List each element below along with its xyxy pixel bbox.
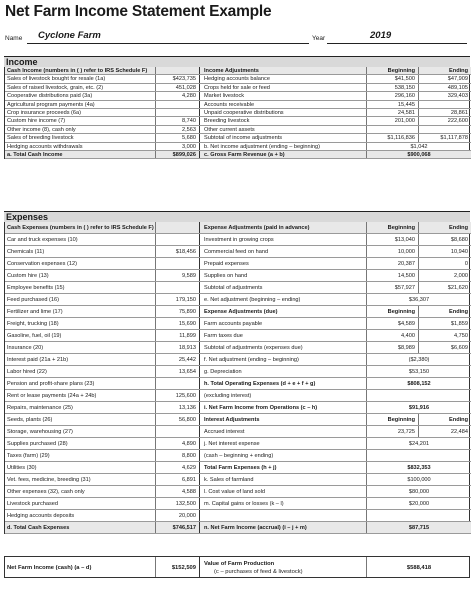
ending-value: $47,909: [418, 75, 471, 82]
beginning-value: $13,040: [366, 234, 418, 245]
line-item-label: Repairs, maintenance (25): [7, 405, 73, 411]
adjustment-amount: $24,201: [366, 438, 471, 449]
adjustment-label: Investment in growing crops: [204, 237, 274, 243]
ending-value: [418, 101, 471, 108]
beginning-value: 296,160: [366, 92, 418, 99]
adjustment-amount: $80,000: [366, 486, 471, 497]
adjustment-label: Accounts receivable: [204, 101, 255, 108]
adjustment-amount: $53,150: [366, 366, 471, 377]
table-row: [5, 75, 471, 83]
table-row: [5, 234, 471, 246]
line-item-label: Fertilizer and lime (17): [7, 309, 63, 315]
adjustment-label: Other current assets: [204, 126, 255, 133]
line-item-amount: [155, 258, 200, 269]
adjustment-amount: [366, 450, 471, 461]
table-row: [5, 486, 471, 498]
adjustment-label: Farm accounts payable: [204, 321, 263, 327]
line-item-label: Taxes (farm) (29): [7, 453, 50, 459]
ending-value: $6,609: [418, 342, 471, 353]
expenses-table: [4, 222, 470, 534]
line-item-amount: 56,800: [155, 414, 200, 425]
beginning-value: $4,589: [366, 318, 418, 329]
adjustment-label: Market livestock: [204, 93, 245, 100]
line-item-label: Vet. fees, medicine, breeding (31): [7, 477, 91, 483]
ending-value: 0: [418, 258, 471, 269]
table-row: [5, 474, 471, 486]
line-item-label: Freight, trucking (18): [7, 321, 59, 327]
table-row: [5, 450, 471, 462]
line-item-amount: $746,517: [155, 522, 200, 533]
line-item-label: Storage, warehousing (27): [7, 429, 73, 435]
line-item-amount: [155, 426, 200, 437]
name-underline: [27, 43, 309, 44]
table-row: [5, 306, 471, 318]
beginning-value: Beginning: [366, 414, 418, 425]
adjustment-label: Commercial feed on hand: [204, 249, 269, 255]
table-row: [5, 402, 471, 414]
line-item-amount: $899,026: [155, 151, 200, 158]
beginning-value: $8,989: [366, 342, 418, 353]
adjustment-label: Subtotal of adjustments: [204, 285, 263, 291]
line-item-amount: 4,280: [155, 92, 200, 99]
line-item-amount: 8,800: [155, 450, 200, 461]
vfp-subtitle: (c – purchases of feed & livestock): [214, 569, 303, 575]
line-item-label: Employee benefits (15): [7, 285, 65, 291]
table-row: [5, 101, 471, 109]
ending-value: 22,484: [418, 426, 471, 437]
adjustment-label: g. Depreciation: [204, 369, 242, 375]
adjustment-amount: [366, 510, 471, 521]
table-row: [5, 282, 471, 294]
line-item-label: Other expenses (32), cash only: [7, 489, 85, 495]
line-item-amount: 125,600: [155, 390, 200, 401]
adjustment-label: k. Sales of farmland: [204, 477, 254, 483]
ending-value: Ending: [418, 306, 471, 317]
table-row: [5, 354, 471, 366]
table-row: [5, 330, 471, 342]
adjustment-label: Income Adjustments: [204, 68, 259, 74]
line-item-label: Hedging accounts withdrawals: [7, 143, 83, 150]
line-item-label: Hedging accounts deposits: [7, 513, 75, 519]
line-item-amount: [155, 378, 200, 389]
adjustment-amount: $808,152: [366, 378, 471, 389]
table-row: [5, 109, 471, 117]
line-item-amount: 11,899: [155, 330, 200, 341]
adjustment-amount: [366, 390, 471, 401]
year-underline: [327, 43, 467, 44]
ending-value: $1,859: [418, 318, 471, 329]
beginning-value: 23,725: [366, 426, 418, 437]
line-item-label: a. Total Cash Income: [7, 152, 63, 158]
line-item-amount: 3,000: [155, 143, 200, 150]
beginning-value: 14,500: [366, 270, 418, 281]
table-row: [5, 258, 471, 270]
adjustment-amount: $87,715: [366, 522, 471, 533]
table-row: [5, 270, 471, 282]
table-row: [5, 438, 471, 450]
ending-value: Ending: [418, 222, 471, 233]
line-item-amount: [155, 282, 200, 293]
expenses-section-header: Expenses: [4, 211, 470, 222]
table-row: [5, 366, 471, 378]
table-row: [5, 462, 471, 474]
line-item-amount: 6,891: [155, 474, 200, 485]
table-row: [5, 134, 471, 142]
adjustment-amount: $20,000: [366, 498, 471, 509]
adjustment-label: m. Capital gains or losses (k – l): [204, 501, 284, 507]
year-label: Year: [312, 35, 326, 42]
line-item-label: Insurance (20): [7, 345, 44, 351]
line-item-amount: 4,588: [155, 486, 200, 497]
line-item-amount: 9,589: [155, 270, 200, 281]
beginning-value: $57,927: [366, 282, 418, 293]
adjustment-label: Crops held for sale or feed: [204, 84, 270, 91]
income-table: [4, 67, 470, 159]
line-item-amount: $423,735: [155, 75, 200, 82]
line-item-amount: 132,500: [155, 498, 200, 509]
adjustment-label: Subtotal of income adjustments: [204, 135, 283, 142]
line-item-amount: 18,913: [155, 342, 200, 353]
adjustment-label: c. Gross Farm Revenue (a + b): [204, 152, 285, 158]
adjustment-label: j. Net interest expense: [204, 441, 260, 447]
adjustment-amount: $1,042: [366, 143, 471, 150]
table-row: [5, 522, 471, 534]
table-row: [5, 294, 471, 306]
ending-value: $8,680: [418, 234, 471, 245]
beginning-value: 201,000: [366, 117, 418, 124]
line-item-label: Livestock purchased: [7, 501, 58, 507]
line-item-amount: 25,442: [155, 354, 200, 365]
adjustment-amount: $900,068: [366, 151, 471, 158]
table-row: [5, 498, 471, 510]
adjustment-label: Subtotal of adjustments (expenses due): [204, 345, 303, 351]
beginning-value: 24,581: [366, 109, 418, 116]
ending-value: $1,117,878: [418, 134, 471, 141]
adjustment-label: f. Net adjustment (ending – beginning): [204, 357, 299, 363]
year-value: 2019: [370, 30, 392, 41]
adjustment-label: e. Net adjustment (beginning – ending): [204, 297, 301, 303]
line-item-amount: [155, 234, 200, 245]
line-item-amount: [155, 101, 200, 108]
name-label: Name: [5, 35, 23, 42]
line-item-label: Cash Income (numbers in ( ) refer to IRS Schedule F): [7, 68, 148, 74]
line-item-amount: 13,136: [155, 402, 200, 413]
beginning-value: 538,150: [366, 84, 418, 91]
line-item-label: Sales of livestock bought for resale (1a): [7, 76, 106, 83]
ending-value: 28,861: [418, 109, 471, 116]
ending-value: 222,600: [418, 117, 471, 124]
table-row: [5, 342, 471, 354]
line-item-label: Sales of breeding livestock: [7, 135, 74, 142]
beginning-value: Beginning: [366, 306, 418, 317]
adjustment-label: n. Net Farm Income (accrual) (i – j + m): [204, 525, 307, 531]
line-item-amount: 451,028: [155, 84, 200, 91]
adjustment-label: Prepaid expenses: [204, 261, 249, 267]
line-item-label: Seeds, plants (26): [7, 417, 53, 423]
adjustment-amount: $832,353: [366, 462, 471, 473]
line-item-label: Custom hire income (7): [7, 118, 66, 125]
table-row: [5, 143, 471, 151]
beginning-value: Beginning: [366, 67, 418, 74]
ending-value: 2,000: [418, 270, 471, 281]
net-cash-label: Net Farm Income (cash) (a – d): [7, 565, 92, 571]
vfp-label: Value of Farm Production: [204, 561, 275, 567]
table-row: [5, 92, 471, 100]
table-row: [5, 318, 471, 330]
beginning-value: 15,445: [366, 101, 418, 108]
line-item-amount: 8,740: [155, 117, 200, 124]
vfp-value: $588,418: [366, 557, 471, 577]
table-row: [5, 117, 471, 125]
adjustment-label: Expense Adjustments (paid in advance): [204, 225, 310, 231]
adjustment-amount: $36,307: [366, 294, 471, 305]
line-item-amount: 179,150: [155, 294, 200, 305]
income-section-header: Income: [4, 56, 470, 67]
adjustment-label: [201, 510, 366, 521]
table-row: [5, 151, 471, 159]
ending-value: 10,940: [418, 246, 471, 257]
line-item-label: Sales of raised livestock, grain, etc. (2): [7, 84, 104, 91]
adjustment-label: l. Cost value of land sold: [204, 489, 265, 495]
beginning-value: $1,116,836: [366, 134, 418, 141]
adjustment-label: Hedging accounts balance: [204, 76, 270, 83]
line-item-amount: $18,456: [155, 246, 200, 257]
adjustment-label: Farm taxes due: [204, 333, 243, 339]
line-item-amount: 5,680: [155, 134, 200, 141]
line-item-label: Chemicals (11): [7, 249, 45, 255]
ending-value: Ending: [418, 67, 471, 74]
line-item-amount: [155, 109, 200, 116]
line-item-amount: 15,690: [155, 318, 200, 329]
line-item-amount: 20,000: [155, 510, 200, 521]
line-item-amount: [155, 67, 200, 74]
line-item-label: Car and truck expenses (10): [7, 237, 78, 243]
line-item-label: Crop insurance proceeds (6a): [7, 110, 81, 116]
line-item-label: Gasoline, fuel, oil (19): [7, 333, 62, 339]
table-row: [5, 510, 471, 522]
line-item-label: Cash Expenses (numbers in ( ) refer to IRS Schedule F): [7, 225, 154, 231]
beginning-value: Beginning: [366, 222, 418, 233]
beginning-value: [366, 126, 418, 133]
ending-value: 329,403: [418, 92, 471, 99]
table-row: [5, 67, 471, 75]
adjustment-label: Total Farm Expenses (h + j): [204, 465, 277, 471]
adjustment-label: Supplies on hand: [204, 273, 248, 279]
line-item-label: Supplies purchased (28): [7, 441, 68, 447]
table-row: [5, 426, 471, 438]
line-item-label: Feed purchased (16): [7, 297, 59, 303]
adjustment-label: i. Net Farm Income from Operations (c – h): [204, 405, 318, 411]
table-row: [5, 378, 471, 390]
adjustment-label: Interest Adjustments: [204, 417, 260, 423]
table-row: [5, 222, 471, 234]
adjustment-label: h. Total Operating Expenses (d + e + f + g): [204, 381, 316, 387]
ending-value: [418, 126, 471, 133]
line-item-label: Labor hired (22): [7, 369, 47, 375]
line-item-amount: 4,890: [155, 438, 200, 449]
line-item-label: Utilities (30): [7, 465, 37, 471]
table-row: [5, 246, 471, 258]
ending-value: $21,620: [418, 282, 471, 293]
ending-value: Ending: [418, 414, 471, 425]
line-item-label: Agricultural program payments (4a): [7, 101, 95, 108]
net-income-row: [4, 556, 470, 578]
table-row: [5, 390, 471, 402]
adjustment-amount: ($2,380): [366, 354, 471, 365]
adjustment-label: b. Net income adjustment (ending – beginning): [204, 143, 320, 150]
line-item-label: Custom hire (13): [7, 273, 49, 279]
line-item-label: Conservation expenses (12): [7, 261, 77, 267]
line-item-label: Cooperative distributions paid (3a): [7, 93, 93, 100]
adjustment-label: Expense Adjustments (due): [204, 309, 278, 315]
adjustment-label: Unpaid cooperative distributions: [204, 110, 284, 116]
beginning-value: 4,400: [366, 330, 418, 341]
net-cash-value: $152,509: [155, 557, 200, 577]
ending-value: 4,750: [418, 330, 471, 341]
beginning-value: 20,387: [366, 258, 418, 269]
line-item-amount: 75,890: [155, 306, 200, 317]
line-item-label: d. Total Cash Expenses: [7, 525, 70, 531]
adjustment-label: (excluding interest): [204, 393, 252, 399]
line-item-amount: [155, 222, 200, 233]
line-item-label: Other income (8), cash only: [7, 126, 76, 133]
table-row: [5, 126, 471, 134]
line-item-amount: 13,654: [155, 366, 200, 377]
line-item-label: Pension and profit-share plans (23): [7, 381, 95, 387]
adjustment-label: Breeding livestock: [204, 118, 250, 125]
line-item-amount: 2,563: [155, 126, 200, 133]
table-row: [5, 414, 471, 426]
adjustment-label: Accrued interest: [204, 429, 245, 435]
line-item-label: Rent or lease payments (24a + 24b): [7, 393, 97, 399]
adjustment-amount: $100,000: [366, 474, 471, 485]
page-title: Net Farm Income Statement Example: [5, 3, 272, 20]
line-item-label: Interest paid (21a + 21b): [7, 357, 69, 363]
name-value: Cyclone Farm: [38, 30, 101, 41]
line-item-amount: 4,629: [155, 462, 200, 473]
adjustment-amount: $91,916: [366, 402, 471, 413]
ending-value: 489,105: [418, 84, 471, 91]
beginning-value: 10,000: [366, 246, 418, 257]
adjustment-label: (cash – beginning + ending): [204, 453, 274, 459]
table-row: [5, 84, 471, 92]
beginning-value: $41,500: [366, 75, 418, 82]
